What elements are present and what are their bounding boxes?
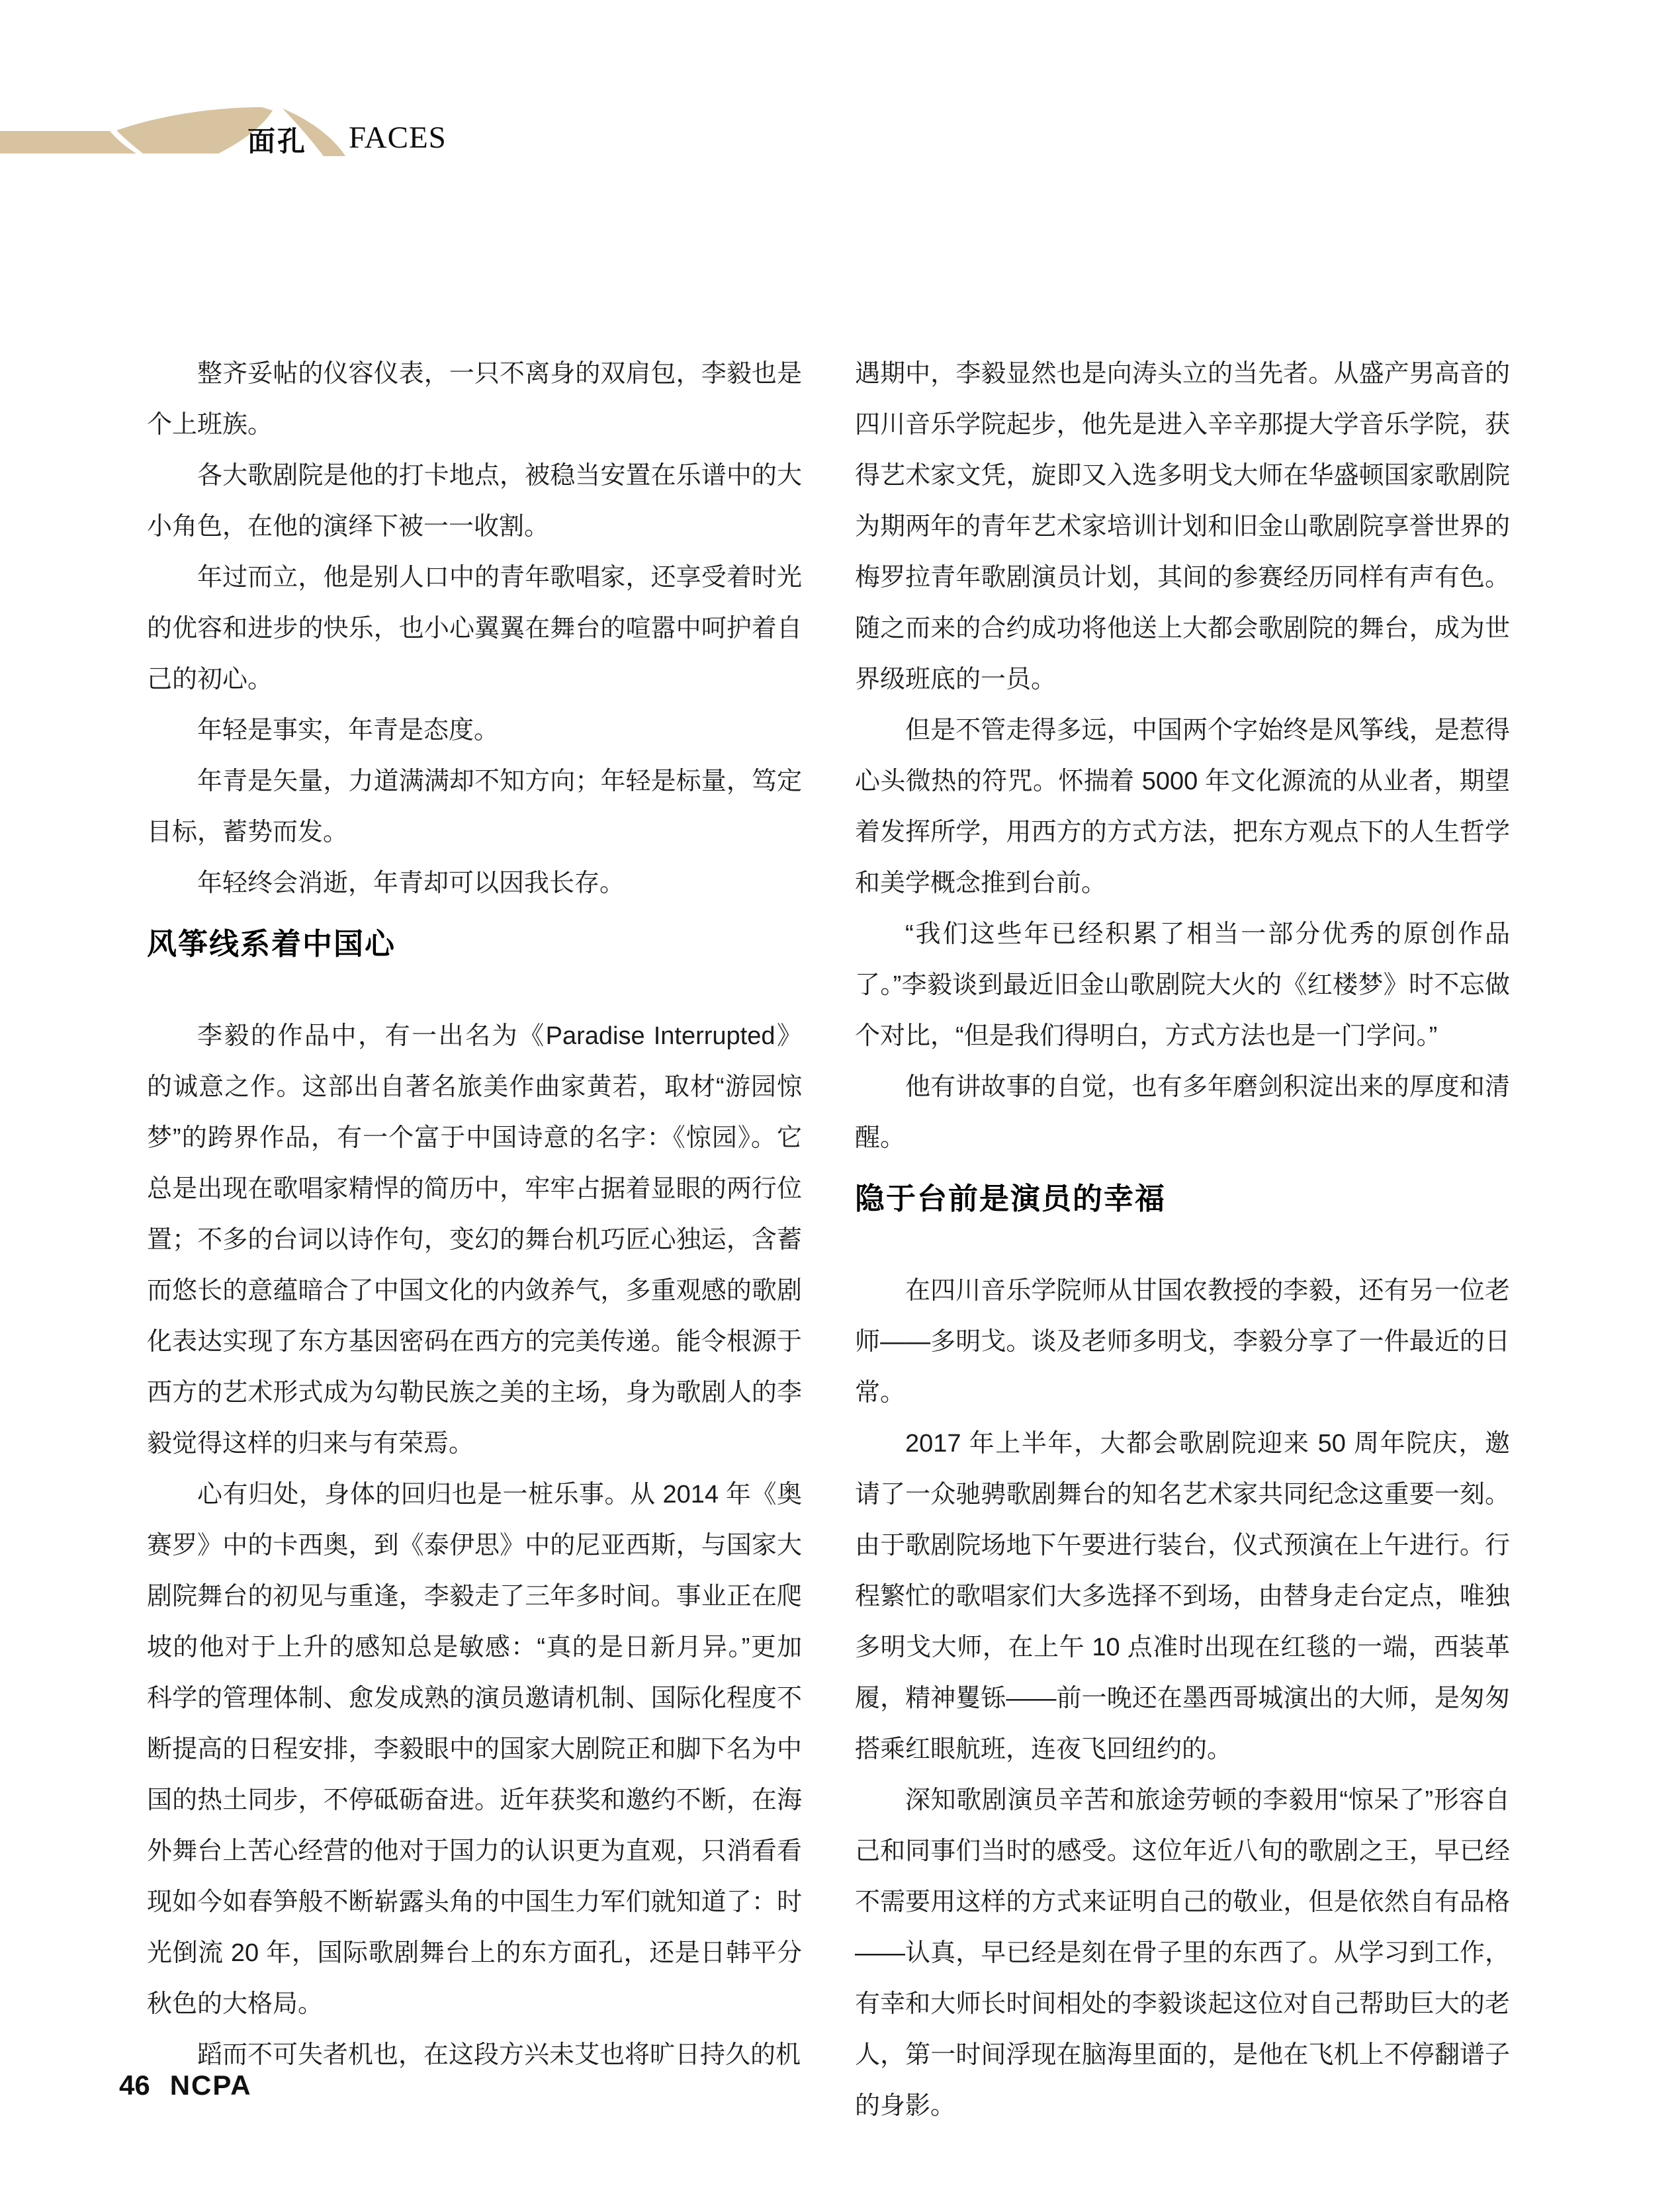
- article-body: [147, 349, 1510, 2132]
- paragraph: 年轻是事实，年青是态度。: [197, 717, 500, 744]
- header-graphic: [0, 0, 476, 185]
- paragraph: 心有归处，身体的回归也是一桩乐事。从 2014 年《奥赛罗》中的卡西奥，到《泰伊思》中的尼亚西斯，与国家大剧院舞台的初见与重逢，李毅走了三年多时间。事业正在爬坡的他对于上升的感知总是敏感：“真的是日新月异。”更加科学的管理体制、愈发成熟的演员邀请机制、国际化程度不断提高的日程安排，李毅眼中的国家大剧院正和脚下名为中国的热土同步，不停砥砺奋进。近年获奖和邀约不断，在海外舞台上苦心经营的他对于国力的认识更为直观，只消看看现如今如春笋般不断崭露头角的中国生力军们就知道了：时光倒流 20 年，国际歌剧舞台上的东方面孔，还是日韩平分秋色的大格局。: [147, 1481, 802, 2018]
- right-column: [855, 349, 1510, 2132]
- paragraph: 蹈而不可失者机也，在这段方兴未艾也将旷日持久的机: [197, 2041, 801, 2069]
- page-number: 46: [119, 2070, 150, 2101]
- brand-label: NCPA: [169, 2070, 252, 2101]
- section-heading-front-stage: 隐于台前是演员的幸福: [855, 1182, 1167, 1215]
- section-title-zh: 面孔: [247, 126, 308, 157]
- paragraph: 各大歌剧院是他的打卡地点，被稳当安置在乐谱中的大小角色，在他的演绎下被一一收割。: [147, 462, 802, 541]
- paragraph: 但是不管走得多远，中国两个字始终是风筝线，是惹得心头微热的符咒。怀揣着 5000 年文化源流的从业者，期望着发挥所学，用西方的方式方法，把东方观点下的人生哲学和美学概念推到台前。: [855, 717, 1510, 897]
- paragraph: 在四川音乐学院师从甘国农教授的李毅，还有另一位老师——多明戈。谈及老师多明戈，李毅分享了一件最近的日常。: [855, 1277, 1510, 1407]
- section-title-en: FACES: [349, 120, 447, 155]
- paragraph: 遇期中，李毅显然也是向涛头立的当先者。从盛产男高音的四川音乐学院起步，他先是进入辛辛那提大学音乐学院，获得艺术家文凭，旋即又入选多明戈大师在华盛顿国家歌剧院为期两年的青年艺术家培训计划和旧金山歌剧院享誉世界的梅罗拉青年歌剧演员计划，其间的参赛经历同样有声有色。随之而来的合约成功将他送上大都会歌剧院的舞台，成为世界级班底的一员。: [855, 360, 1510, 693]
- page-footer: [119, 2070, 252, 2101]
- paragraph: 年轻终会消逝，年青却可以因我长存。: [197, 869, 625, 897]
- paragraph: “我们这些年已经积累了相当一部分优秀的原创作品了。”李毅谈到最近旧金山歌剧院大火的《红楼梦》时不忘做个对比，“但是我们得明白，方式方法也是一门学问。”: [855, 920, 1510, 1050]
- left-column: [147, 349, 802, 2132]
- paragraph: 年青是矢量，力道满满却不知方向；年轻是标量，笃定目标，蓄势而发。: [147, 767, 802, 846]
- paragraph: 整齐妥帖的仪容仪表，一只不离身的双肩包，李毅也是个上班族。: [147, 360, 802, 439]
- paragraph: 李毅的作品中，有一出名为《Paradise Interrupted》的诚意之作。这部出自著名旅美作曲家黄若，取材“游园惊梦”的跨界作品，有一个富于中国诗意的名字：《惊园》。它总是出现在歌唱家精悍的简历中，牢牢占据着显眼的两行位置；不多的台词以诗作句，变幻的舞台机巧匠心独运，含蓄而悠长的意蕴暗合了中国文化的内敛养气，多重观感的歌剧化表达实现了东方基因密码在西方的完美传递。能令根源于西方的艺术形式成为勾勒民族之美的主场，身为歌剧人的李毅觉得这样的归来与有荣焉。: [147, 1022, 802, 1458]
- page-header: [0, 0, 476, 185]
- section-heading-kite-string: 风筝线系着中国心: [147, 927, 396, 961]
- header-bar-shape: [0, 131, 136, 153]
- paragraph: 深知歌剧演员辛苦和旅途劳顿的李毅用“惊呆了”形容自己和同事们当时的感受。这位年近八旬的歌剧之王，早已经不需要用这样的方式来证明自己的敬业，但是依然自有品格——认真，早已经是刻在骨子里的东西了。从学习到工作，有幸和大师长时间相处的李毅谈起这位对自己帮助巨大的老人，第一时间浮现在脑海里面的，是他在飞机上不停翻谱子的身影。: [855, 1786, 1510, 2120]
- paragraph: 2017 年上半年，大都会歌剧院迎来 50 周年院庆，邀请了一众驰骋歌剧舞台的知名艺术家共同纪念这重要一刻。由于歌剧院场地下午要进行装台，仪式预演在上午进行。行程繁忙的歌唱家们大多选择不到场，由替身走台定点，唯独多明戈大师，在上午 10 点准时出现在红毯的一端，西装革履，精神矍铄——前一晚还在墨西哥城演出的大师，是匆匆搭乘红眼航班，连夜飞回纽约的。: [855, 1430, 1510, 1763]
- paragraph: 他有讲故事的自觉，也有多年磨剑积淀出来的厚度和清醒。: [855, 1073, 1510, 1152]
- paragraph: 年过而立，他是别人口中的青年歌唱家，还享受着时光的优容和进步的快乐，也小心翼翼在舞台的喧嚣中呵护着自己的初心。: [147, 564, 802, 693]
